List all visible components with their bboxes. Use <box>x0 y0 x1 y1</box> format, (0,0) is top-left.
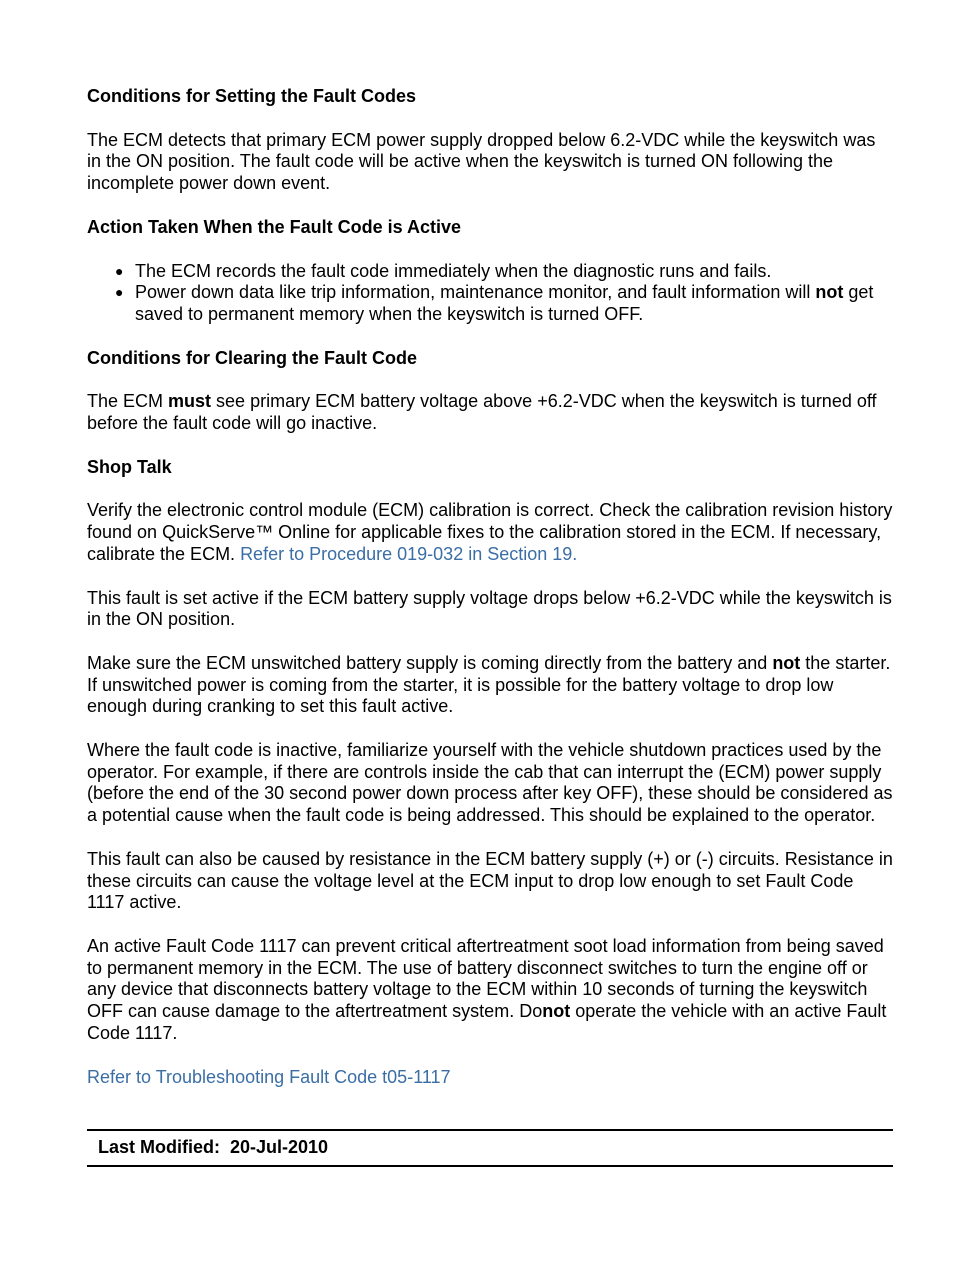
bullet-icon: ● <box>115 262 124 279</box>
paragraph-shop-talk-unswitched: Make sure the ECM unswitched battery supply is coming directly from the battery and not the starter. If unswitched power is coming from the starter, it is possible for the battery voltage to drop low enough during cranking to set this fault active. <box>87 652 891 717</box>
last-modified-label: Last Modified: 20-Jul-2010 <box>98 1137 329 1157</box>
heading-conditions-setting: Conditions for Setting the Fault Codes <box>87 86 416 106</box>
bullet-icon: ● <box>115 284 124 301</box>
paragraph-shop-talk-inactive: Where the fault code is inactive, familiarize yourself with the vehicle shutdown practices used by the operator. For example, if there are controls inside the cab that can interrupt the (ECM) power supply (before the end of the 30 second power down process after key OFF), these should be considered as a potential cause when the fault code is being addressed. This should be explained to the operator. <box>87 740 893 826</box>
paragraph-shop-talk-aftertreatment: An active Fault Code 1117 can prevent critical aftertreatment soot load information from being saved to permanent memory in the ECM. The use of battery disconnect switches to turn the engine off or any device that disconnects battery voltage to the ECM within 10 seconds of turning the keyswitch OFF can cause damage to the aftertreatment system. Donot operate the vehicle with an active Fault Code 1117. <box>87 935 887 1043</box>
troubleshooting-link[interactable]: Refer to Troubleshooting Fault Code t05-1117 <box>87 1066 451 1087</box>
action-bullet-list <box>87 261 893 326</box>
heading-shop-talk: Shop Talk <box>87 456 172 477</box>
list-item: ● Power down data like trip information, maintenance monitor, and fault information will not get saved to permanent memory when the keyswitch is turned OFF. <box>115 282 874 324</box>
paragraph-conditions-setting: The ECM detects that primary ECM power supply dropped below 6.2-VDC while the keyswitch was in the ON position. The fault code will be active when the keyswitch is turned ON following the incomplete power down event. <box>87 129 876 194</box>
heading-conditions-clearing: Conditions for Clearing the Fault Code <box>87 347 417 368</box>
heading-action-taken: Action Taken When the Fault Code is Active <box>87 216 462 237</box>
paragraph-shop-talk-calibration: Verify the electronic control module (ECM) calibration is correct. Check the calibration revision history found on QuickServe™ Online for applicable fixes to the calibration stored in the ECM. If necessary, calibrate the ECM. Refer to Procedure 019-032 in Section 19. <box>87 500 893 564</box>
document-body <box>87 86 893 1110</box>
paragraph-ref <box>87 1067 893 1089</box>
last-modified-bar <box>87 1129 893 1167</box>
list-item: ● The ECM records the fault code immediately when the diagnostic runs and fails. <box>115 260 772 281</box>
paragraph-conditions-clearing: The ECM must see primary ECM battery voltage above +6.2-VDC when the keyswitch is turned off before the fault code will go inactive. <box>87 391 877 434</box>
procedure-link[interactable]: Refer to Procedure 019-032 in Section 19. <box>240 543 578 564</box>
paragraph-shop-talk-resistance: This fault can also be caused by resistance in the ECM battery supply (+) or (-) circuits. Resistance in these circuits can cause the voltage level at the ECM input to drop low enough to set Fault Code 1117 active. <box>87 848 893 913</box>
paragraph-shop-talk-active: This fault is set active if the ECM battery supply voltage drops below +6.2-VDC while the keyswitch is in the ON position. <box>87 587 892 630</box>
